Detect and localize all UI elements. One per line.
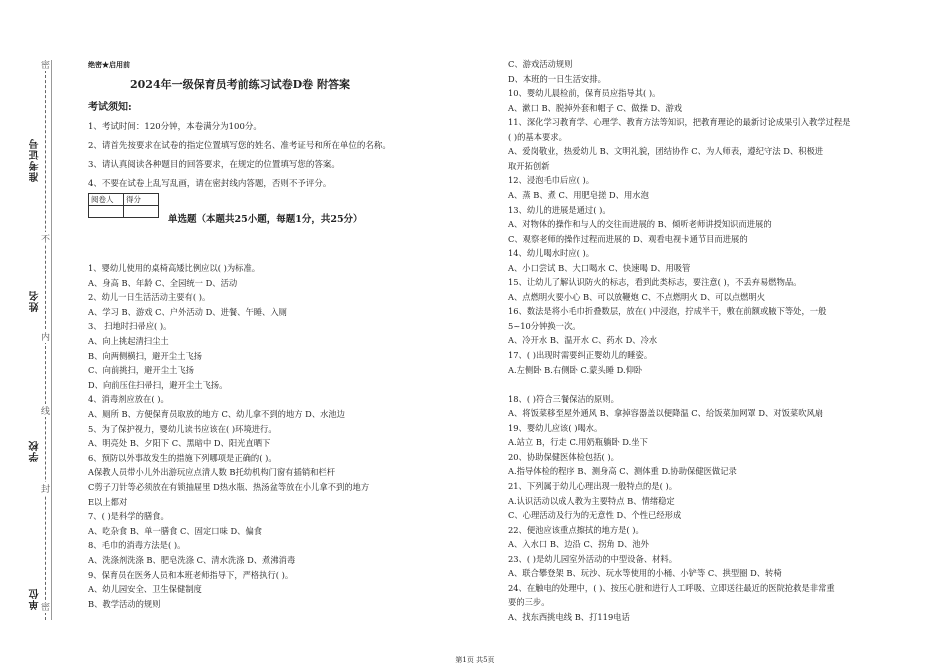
- question-line: A、将饭菜移至屋外通风 B、拿掉容器盖以便降温 C、给饭菜加网罩 D、对饭菜吹风扇: [508, 408, 824, 419]
- question-line: A.站立 B，行走 C.用奶瓶躺卧 D.坐下: [508, 437, 648, 448]
- score-table: [88, 193, 159, 218]
- label-name: 姓名: [30, 290, 41, 312]
- question-line: 7、( )是科学的膳食。: [88, 511, 169, 522]
- question-line: A、小口尝试 B、大口喝水 C、快速喝 D、用吸管: [508, 262, 691, 273]
- notice-heading: 考试须知:: [88, 102, 132, 113]
- question-line: A、身高 B、年龄 C、全园统一 D、活动: [88, 277, 238, 288]
- question-line: A、爱岗敬业，热爱幼儿 B、文明礼貌，团结协作 C、为人师表，遵纪守法 D、积极进: [508, 146, 824, 157]
- seal-mark: 封: [41, 482, 50, 495]
- label-school: 学校: [30, 440, 41, 462]
- notice-item: 4、不要在试卷上乱写乱画，请在密封线内答题，否则不予评分。: [88, 179, 332, 189]
- question-line: C剪子刀针等必须放在有锁抽屉里 D热水瓶、热汤盆等放在小儿拿不到的地方: [88, 482, 370, 492]
- notice-item: 3、请认真阅读各种题目的回答要求，在规定的位置填写您的答案。: [88, 160, 340, 170]
- seal-mark: 不: [41, 232, 50, 245]
- question-line: D、向前压住扫帚扫，避开尘土飞扬。: [88, 379, 228, 390]
- question-line: 15、让幼儿了解认识防火的标志，看到此类标志，要注意( )，不丢弃易燃物品。: [508, 277, 802, 288]
- section-title: 单选题（本题共25小题，每题1分，共25分）: [168, 214, 363, 225]
- question-line: A、向上挑起清扫尘土: [88, 336, 169, 346]
- question-line: A、吃杂食 B、单一膳食 C、固定口味 D、偏食: [88, 525, 263, 536]
- question-line: 5、为了保护视力，婴幼儿读书应该在( )环境进行。: [88, 423, 277, 434]
- binding-margin: [0, 0, 60, 671]
- question-line: C、游戏活动规则: [508, 59, 573, 69]
- question-line: 23、( )是幼儿园室外活动的中型设备、材料。: [508, 553, 678, 564]
- secret-label: 绝密★启用前: [88, 60, 130, 69]
- question-line: 19、婴幼儿应该( )喝水。: [508, 422, 603, 433]
- seal-mark: 密: [41, 600, 50, 613]
- question-line: 21、下列属于幼儿心理出现一般特点的是( )。: [508, 480, 678, 491]
- question-line: 11、深化学习教育学、心理学、教育方法等知识，把教育理论的最新讨论成果引入教学过程是: [508, 117, 851, 128]
- question-line: A、找东西挑电线 B、打119电话: [508, 611, 630, 622]
- seal-mark: 内: [41, 330, 50, 343]
- question-line: C、心理活动及行为的无意性 D、个性已经形成: [508, 510, 682, 521]
- question-line: B、向两侧横扫，避开尘土飞扬: [88, 350, 202, 361]
- reviewer-cell: 阅卷人: [89, 194, 124, 206]
- question-line: A、联合攀登架 B、玩沙、玩水等使用的小桶、小铲等 C、拱型圈 D、转椅: [508, 568, 782, 579]
- question-line: A.指导体检的程序 B、测身高 C、测体重 D.协助保健医做记录: [508, 466, 737, 477]
- question-line: A.认识活动以成人教为主要特点 B、情绪稳定: [508, 495, 675, 506]
- question-line: 13、幼儿的进展是通过( )。: [508, 204, 611, 215]
- question-line: A、明亮处 B、夕阳下 C、黑暗中 D、阳光直晒下: [88, 438, 271, 449]
- question-line: A.左侧卧 B.右侧卧 C.蒙头睡 D.仰卧: [508, 364, 643, 375]
- label-exam-number: 准考证号: [30, 138, 41, 182]
- question-line: 22、便池应该重点擦拭的地方是( )。: [508, 524, 644, 535]
- question-line: A、对物体的操作和与人的交往而进展的 B、倾听老师讲授知识而进展的: [508, 219, 772, 230]
- question-line: A、漱口 B、脱掉外套和帽子 C、做操 D、游戏: [508, 102, 683, 113]
- question-line: E以上都对: [88, 496, 128, 507]
- seal-mark: 线: [41, 404, 50, 417]
- label-unit: 单位: [30, 588, 41, 610]
- question-line: 12、浸泡毛巾后应( )。: [508, 175, 595, 186]
- question-line: 要的三步。: [508, 597, 550, 608]
- question-line: 2、幼儿一日生活活动主要有( )。: [88, 292, 211, 303]
- notice-item: 1、考试时间：120分钟，本卷满分为100分。: [88, 122, 262, 132]
- question-line: 6、预防以外事故发生的措施下列哪项是正确的( )。: [88, 452, 277, 463]
- seal-mark: 密: [41, 58, 50, 71]
- question-line: A保教人员带小儿外出游玩应点清人数 B托幼机构门窗有插销和栏杆: [88, 467, 336, 478]
- score-cell: 得分: [124, 194, 159, 206]
- question-line: A、蒸 B、煮 C、用肥皂搓 D、用水泡: [508, 189, 649, 200]
- question-line: A、洗涤剂洗涤 B、肥皂洗涤 C、清水洗涤 D、煮沸消毒: [88, 555, 296, 565]
- score-blank[interactable]: [124, 206, 159, 218]
- page-title: 2024年一级保育员考前练习试卷D卷 附答案: [130, 78, 350, 91]
- question-line: 3、 扫地时扫帚应( )。: [88, 321, 172, 332]
- question-line: 5~10分钟换一次。: [508, 320, 581, 331]
- question-line: A、厕所 B、方便保育员取放的地方 C、幼儿拿不到的地方 D、水池边: [88, 409, 346, 419]
- question-line: 10、婴幼儿晨检前，保育员应指导其( )。: [508, 88, 661, 99]
- question-line: A、学习 B、游戏 C、户外活动 D、进餐、午睡、入厕: [88, 306, 287, 317]
- question-line: 取开拓创新: [508, 160, 550, 171]
- seal-line-solid: [51, 60, 52, 620]
- question-line: 20、协助保健医体检包括( )。: [508, 451, 619, 462]
- question-line: D、本班的一日生活安排。: [508, 73, 606, 84]
- question-line: C、观察老师的操作过程而进展的 D、观看电视卡通节目而进展的: [508, 233, 748, 244]
- question-line: C、向前挑扫，避开尘土飞扬: [88, 365, 194, 376]
- question-line: A、入水口 B、边沿 C、拐角 D、池外: [508, 539, 649, 550]
- question-line: A、幼儿园安全、卫生保健制度: [88, 584, 202, 595]
- question-line: 18、( )符合三餐保洁的原则。: [508, 393, 619, 404]
- reviewer-blank[interactable]: [89, 206, 124, 218]
- question-line: 14、幼儿喝水时应( )。: [508, 248, 595, 259]
- question-line: A、冷开水 B、温开水 C、药水 D、冷水: [508, 335, 658, 346]
- question-line: ( )的基本要求。: [508, 131, 567, 142]
- page-footer: 第1页 共5页: [455, 656, 495, 664]
- question-line: 16、数法是将小毛巾折叠数层，放在( )中浸泡，拧成半干，敷在前额或腋下等处，一般: [508, 306, 827, 317]
- question-line: 24、在触电的处理中，( )、按压心脏和进行人工呼吸、立即送往最近的医院抢救是非常重: [508, 582, 835, 593]
- question-line: 8、毛巾的消毒方法是( )。: [88, 540, 186, 551]
- question-line: A、点燃明火要小心 B、可以放鞭炮 C、不点燃明火 D、可以点燃明火: [508, 291, 766, 302]
- question-line: 9、保育员在医务人员和本班老师指导下，严格执行( )。: [88, 569, 294, 580]
- question-line: 4、消毒剂应放在( )。: [88, 394, 169, 405]
- notice-item: 2、请首先按要求在试卷的指定位置填写您的姓名、准考证号和所在单位的名称。: [88, 141, 391, 151]
- question-line: 17、( )出现时需要纠正婴幼儿的睡姿。: [508, 350, 653, 360]
- question-line: B、教学活动的规则: [88, 598, 161, 609]
- question-line: 1、婴幼儿使用的桌椅高矮比例应以( )为标准。: [88, 263, 261, 273]
